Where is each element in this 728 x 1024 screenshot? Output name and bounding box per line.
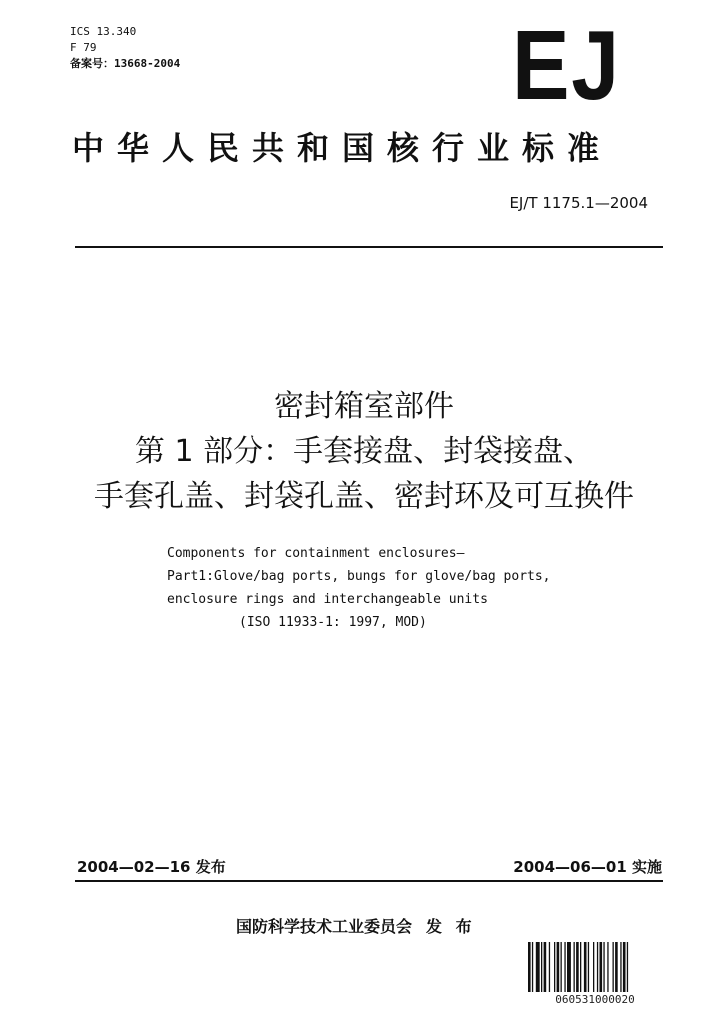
barcode-bar xyxy=(554,942,555,992)
barcode-bar xyxy=(603,942,604,992)
barcode-bar xyxy=(536,942,540,992)
standard-code: EJ/T 1175.1—2004 xyxy=(509,194,648,212)
barcode-bar xyxy=(557,942,560,992)
barcode-number: 060531000020 xyxy=(555,993,635,1006)
effective-date: 2004—06—01 实施 xyxy=(513,858,662,876)
barcode-image xyxy=(528,942,662,992)
barcode-bar xyxy=(532,942,533,992)
iso-reference: (ISO 11933-1: 1997, MOD) xyxy=(239,615,427,630)
chinese-title-line-2: 第 1 部分：手套接盘、封袋接盘、 xyxy=(134,434,594,469)
barcode-bar xyxy=(588,942,589,992)
english-title-line-3: enclosure rings and interchangeable units xyxy=(167,592,488,607)
barcode-bar xyxy=(544,942,547,992)
publisher-action: 发 布 xyxy=(426,917,476,936)
barcode-bar xyxy=(549,942,550,992)
barcode-bar xyxy=(564,942,565,992)
barcode-bar xyxy=(593,942,594,992)
classification-code: F 79 xyxy=(70,41,97,54)
barcode-bar xyxy=(541,942,542,992)
barcode-bar xyxy=(561,942,562,992)
barcode-bar xyxy=(576,942,579,992)
top-divider xyxy=(75,246,663,248)
org-title: 中华人民共和国核行业标准 xyxy=(72,129,613,167)
barcode-bar xyxy=(574,942,575,992)
record-number: 备案号：13668-2004 xyxy=(70,57,181,70)
barcode-bar xyxy=(584,942,587,992)
issue-date: 2004—02—16 发布 xyxy=(77,858,226,876)
barcode-bar xyxy=(567,942,571,992)
publisher xyxy=(236,914,476,937)
chinese-title-line-3: 手套孔盖、封袋孔盖、密封环及可互换件 xyxy=(94,479,634,514)
english-title-line-2: Part1:Glove/bag ports, bungs for glove/bag ports, xyxy=(167,569,551,584)
barcode-bar xyxy=(597,942,598,992)
english-title xyxy=(167,542,551,634)
ej-logo: EJ xyxy=(512,10,622,120)
bottom-divider xyxy=(75,880,663,882)
barcode-bar xyxy=(607,942,608,992)
barcode-bar xyxy=(600,942,603,992)
barcode-bar xyxy=(613,942,614,992)
barcode-bar xyxy=(623,942,626,992)
barcode-bar xyxy=(580,942,581,992)
barcode-bar xyxy=(615,942,618,992)
chinese-title-line-1: 密封箱室部件 xyxy=(274,389,454,424)
publisher-name: 国防科学技术工业委员会 xyxy=(236,917,413,936)
barcode-bar xyxy=(620,942,621,992)
barcode-bar xyxy=(627,942,628,992)
metadata-block xyxy=(70,24,180,72)
ics-code: ICS 13.340 xyxy=(70,25,137,38)
barcode-bar xyxy=(528,942,531,992)
english-title-line-1: Components for containment enclosures— xyxy=(167,546,465,561)
